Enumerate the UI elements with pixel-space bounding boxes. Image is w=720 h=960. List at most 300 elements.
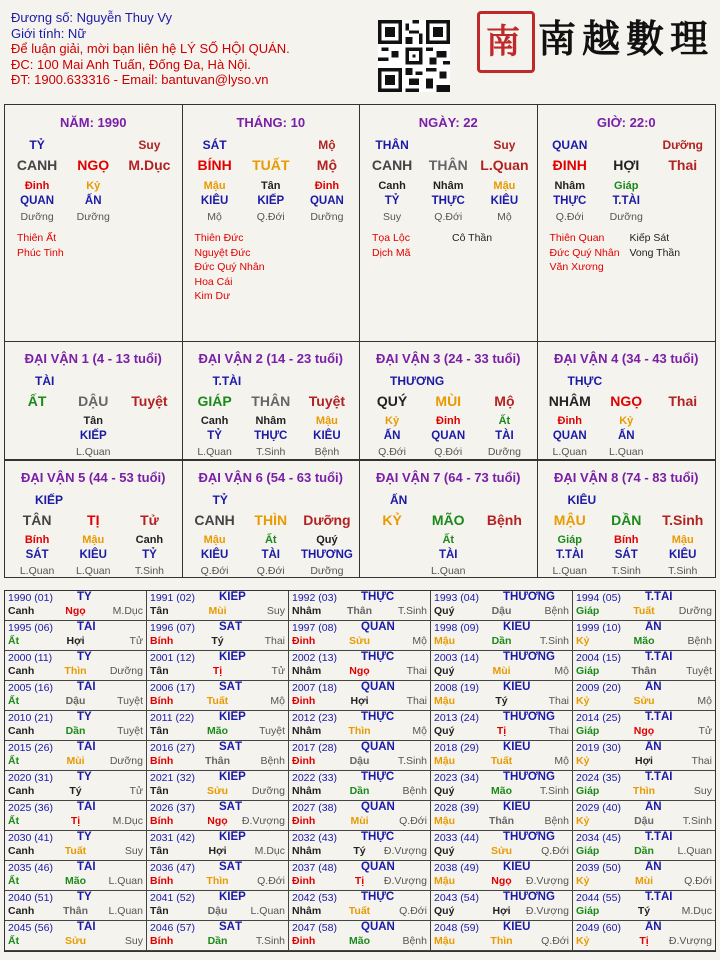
pillar-hidden-stage-cell: Dưỡng (76, 211, 110, 223)
year-branch: Tuất (206, 695, 229, 707)
year-cell[interactable] (289, 591, 431, 621)
year-stem: Tân (150, 605, 169, 617)
year-god: THƯƠNG (503, 591, 555, 603)
dai-van-hidden (187, 415, 356, 427)
year-detail (292, 635, 427, 647)
dai-van-cell[interactable] (183, 342, 361, 459)
year-branch: Hợi (208, 845, 227, 857)
dai-van-stem-branch-cell: Tuyệt (131, 393, 168, 409)
year-cell[interactable] (147, 621, 289, 651)
year-cell[interactable] (289, 621, 431, 651)
year-stage: T.Sinh (682, 815, 712, 827)
year-branch: Dậu (65, 695, 86, 707)
year-cell[interactable] (289, 741, 431, 771)
year-god: SÁT (219, 621, 242, 633)
pillar-hidden-stem (187, 180, 356, 192)
dai-van-stem-branch (9, 393, 178, 409)
dai-van-stem-branch-cell: NHÂM (548, 393, 591, 409)
year-cell[interactable] (147, 741, 289, 771)
year-branch: Hợi (66, 635, 85, 647)
pillar-hidden-stage-cell: Mộ (207, 211, 222, 223)
dai-van-cell[interactable] (538, 342, 716, 459)
year-detail (150, 605, 285, 617)
dai-van-stage-cell: L.Quan (552, 565, 587, 577)
dai-van-hidden-god-cell (9, 430, 65, 442)
year-stem: Mậu (434, 875, 455, 887)
year-branch: Mão (349, 935, 370, 947)
year-cell[interactable] (573, 801, 715, 831)
year-stage: Suy (124, 845, 143, 857)
year-branch: Mão (207, 725, 228, 737)
year-god: THỰC (361, 651, 395, 663)
year-branch: Thìn (64, 665, 87, 677)
year-stem: Canh (8, 605, 35, 617)
year-detail (434, 605, 569, 617)
year-stem: Canh (8, 785, 35, 797)
dai-van-cell[interactable] (5, 461, 183, 577)
pillar-hidden-stem-cell: Tân (260, 180, 281, 192)
year-cell[interactable] (573, 921, 715, 951)
year-cell[interactable] (573, 711, 715, 741)
pillar-hidden-stem-cell: Nhâm (432, 180, 464, 192)
year-cell[interactable] (5, 651, 147, 681)
contact-line: Để luận giải, mời bạn liên hệ LÝ SỐ HỘI QUÁN. (11, 41, 290, 57)
year-cell[interactable] (5, 591, 147, 621)
year-stem: Bính (150, 815, 174, 827)
dai-van-stem-branch-cell: THÌN (254, 512, 288, 528)
year-branch: Thìn (490, 935, 513, 947)
year-cell[interactable] (5, 891, 147, 921)
year-cell[interactable] (147, 801, 289, 831)
year-cell[interactable] (431, 921, 573, 951)
dai-van-cell[interactable] (5, 342, 183, 459)
pillar-hidden-stage-cell: Mộ (497, 211, 512, 223)
dai-van-stage-cell: L.Quan (76, 446, 111, 458)
pillar-star: Nguyệt Đức (194, 246, 251, 259)
year-stage: M.Dục (254, 845, 285, 857)
year-stage: Đ.Vượng (668, 935, 712, 947)
year-branch: Sửu (64, 935, 87, 947)
year-label: 2000 (11) (8, 652, 53, 664)
year-label: 2015 (26) (8, 742, 53, 754)
year-detail (8, 815, 143, 827)
year-cell[interactable] (289, 801, 431, 831)
dai-van-hidden-cell (655, 415, 712, 427)
dai-van-hidden-cell (476, 534, 532, 546)
year-cell[interactable] (431, 651, 573, 681)
pillar-star: Kiếp Sát (629, 232, 670, 244)
year-stage: Tử (129, 785, 143, 797)
year-cell[interactable] (431, 711, 573, 741)
year-stem: Tân (150, 665, 169, 677)
year-cell[interactable] (289, 921, 431, 951)
year-label: 2046 (57) (150, 922, 195, 934)
pillar-stem-branch-cell: BÍNH (197, 157, 232, 173)
year-stem: Kỷ (576, 935, 590, 947)
dai-van-cell[interactable] (183, 461, 361, 577)
year-branch: Dần (491, 635, 512, 647)
year-god: TÀI (77, 861, 96, 873)
year-stem: Nhâm (292, 665, 322, 677)
year-cell[interactable] (5, 831, 147, 861)
year-god: SÁT (219, 801, 242, 813)
year-branch: Hợi (350, 695, 369, 707)
dai-van-hidden-cell: Đinh (557, 415, 582, 427)
pillar-stem-branch (187, 157, 356, 173)
dai-van-hidden-god-cell: KIÊU (669, 549, 697, 561)
year-label: 2022 (33) (292, 772, 337, 784)
year-label: 1991 (02) (150, 592, 195, 604)
year-label: 2014 (25) (576, 712, 621, 724)
dai-van-hidden (542, 415, 712, 427)
year-god: THƯƠNG (503, 891, 555, 903)
year-stage: Mộ (554, 665, 569, 677)
dai-van-hidden-cell: Bính (614, 534, 639, 546)
year-cell[interactable] (431, 591, 573, 621)
year-detail (576, 815, 712, 827)
year-stage: Thai (406, 695, 427, 707)
header (0, 0, 720, 104)
pillar-stars-bad (452, 231, 492, 246)
four-pillars (4, 104, 716, 342)
year-stage: Dưỡng (678, 605, 712, 617)
year-cell[interactable] (5, 711, 147, 741)
dai-van-title: ĐẠI VẬN 6 (54 - 63 tuổi) (198, 470, 343, 485)
year-branch: Mùi (350, 815, 369, 827)
year-stage: Đ.Vượng (525, 875, 569, 887)
year-cell[interactable] (573, 891, 715, 921)
dai-van-row-1 (4, 342, 716, 460)
pillar-god-cell: SÁT (202, 138, 227, 152)
pillar-stars (195, 231, 265, 304)
dai-van-stage-cell (655, 446, 712, 458)
year-cell[interactable] (147, 921, 289, 951)
dai-van-cell[interactable] (538, 461, 716, 577)
dai-van-title: ĐẠI VẬN 5 (44 - 53 tuổi) (21, 470, 166, 485)
year-branch: Tị (639, 935, 649, 947)
year-cell[interactable] (573, 861, 715, 891)
year-detail (292, 845, 427, 857)
year-cell[interactable] (431, 861, 573, 891)
year-cell[interactable] (573, 651, 715, 681)
dai-van-stem-branch-cell: MÃO (431, 512, 465, 528)
dai-van-hidden-cell: Ất (442, 534, 455, 546)
year-cell[interactable] (147, 711, 289, 741)
year-stage: M.Dục (681, 905, 712, 917)
year-god: KIẾP (219, 831, 246, 843)
year-stem: Quý (434, 605, 455, 617)
dai-van-hidden-cell: Mậu (82, 534, 105, 546)
pillar-stem-branch-cell: L.Quan (480, 157, 529, 173)
year-cell[interactable] (431, 801, 573, 831)
pillar-god-cell: Suy (493, 138, 516, 152)
pillar-hidden-stem-cell: Canh (378, 180, 406, 192)
dai-van-stage-cell: Q.Đới (256, 565, 285, 577)
dai-van-hidden (364, 415, 533, 427)
year-branch: Thìn (632, 785, 656, 797)
pillar-hidden-stem-cell: Mậu (493, 180, 516, 192)
dai-van-stem-branch-cell: Mộ (494, 393, 515, 409)
dai-van-stage-cell (476, 565, 532, 577)
year-branch: Mùi (634, 875, 654, 887)
dai-van-hidden-god-cell: TÀI (261, 549, 280, 561)
year-branch: Thân (62, 905, 89, 917)
year-branch: Tuất (633, 605, 655, 617)
year-label: 2023 (34) (434, 772, 479, 784)
year-cell[interactable] (147, 891, 289, 921)
owner-name: Đương số: Nguyễn Thuy Vy (11, 10, 173, 25)
year-stage: Suy (124, 935, 143, 947)
year-god: ẤN (645, 861, 662, 873)
year-stage: Bệnh (402, 785, 427, 797)
pillar-god-cell: QUAN (552, 138, 588, 152)
year-stem: Đinh (292, 635, 316, 647)
year-god: KIẾP (219, 591, 246, 603)
year-branch: Mão (491, 785, 512, 797)
dai-van-hidden-god (542, 549, 712, 561)
year-branch: Tị (70, 815, 81, 827)
year-detail (292, 905, 427, 917)
year-god: THỰC (361, 591, 395, 603)
year-cell[interactable] (431, 621, 573, 651)
year-branch: Dậu (634, 815, 654, 827)
pillar-hidden-stage-cell (655, 211, 712, 223)
year-label: 1997 (08) (292, 622, 337, 634)
year-stage: Bệnh (260, 755, 285, 767)
year-cell[interactable] (573, 591, 715, 621)
year-cell[interactable] (289, 891, 431, 921)
year-cell[interactable] (147, 591, 289, 621)
year-cell[interactable] (147, 681, 289, 711)
dai-van-hidden-god-cell: KIẾP (79, 430, 107, 442)
pillar-stars (17, 231, 64, 260)
year-detail (150, 695, 285, 707)
year-branch: Mùi (208, 605, 227, 617)
year-stem: Tân (150, 725, 169, 737)
year-cell[interactable] (147, 831, 289, 861)
year-cell[interactable] (5, 771, 147, 801)
year-branch: Sửu (348, 635, 371, 647)
year-label: 2031 (42) (150, 832, 195, 844)
qr-code-icon[interactable] (378, 20, 450, 92)
year-cell[interactable] (573, 621, 715, 651)
year-cell[interactable] (5, 801, 147, 831)
year-god: THỰC (361, 771, 395, 783)
year-stage: Đ.Vượng (383, 875, 427, 887)
year-stem: Bính (150, 875, 174, 887)
year-label: 2020 (31) (8, 772, 53, 784)
pillar-hidden-stem-cell: Mậu (203, 180, 226, 192)
dai-van-hidden-god-cell: SÁT (25, 549, 49, 561)
year-detail (576, 665, 712, 677)
year-label: 2037 (48) (292, 862, 337, 874)
year-label: 2045 (56) (8, 922, 53, 934)
dai-van-cell[interactable] (360, 342, 538, 459)
dai-van-stem-branch (542, 393, 712, 409)
year-label: 1998 (09) (434, 622, 479, 634)
dai-van-stage-cell: L.Quan (431, 565, 466, 577)
year-stem: Nhâm (292, 605, 322, 617)
dai-van-title: ĐẠI VẬN 2 (14 - 23 tuổi) (198, 351, 343, 366)
year-detail (576, 755, 712, 767)
year-cell[interactable] (5, 681, 147, 711)
pillar-god-cell (65, 138, 121, 152)
year-detail (150, 725, 285, 737)
pillar-hidden-stage-cell: Dưỡng (310, 211, 344, 223)
dai-van-hidden-cell: Mậu (203, 534, 226, 546)
year-cell[interactable] (147, 771, 289, 801)
dai-van-hidden-god-cell: THỰC (254, 430, 288, 442)
year-branch: Thân (631, 665, 657, 677)
pillar-title: NĂM: 1990 (60, 115, 127, 130)
year-stem: Đinh (292, 875, 316, 887)
year-stem: Đinh (292, 755, 316, 767)
year-stem: Ất (8, 875, 20, 887)
pillar-stem-branch-cell: ĐINH (552, 157, 587, 173)
year-cell[interactable] (431, 831, 573, 861)
year-branch: Hợi (492, 905, 511, 917)
year-branch: Thân (488, 815, 515, 827)
seal-logo (477, 11, 535, 73)
year-label: 2038 (49) (434, 862, 479, 874)
year-detail (8, 785, 143, 797)
year-stem: Đinh (292, 695, 316, 707)
year-god: TÀI (77, 621, 96, 633)
year-god: KIẾP (219, 771, 246, 783)
year-cell[interactable] (289, 831, 431, 861)
year-stage: L.Quan (250, 905, 285, 917)
year-cell[interactable] (431, 741, 573, 771)
year-god: ẤN (645, 741, 662, 753)
year-stem: Giáp (576, 845, 600, 857)
year-branch: Tị (354, 875, 365, 887)
year-detail (150, 785, 285, 797)
dai-van-stem-branch (364, 393, 533, 409)
year-stage: Q.Đới (399, 815, 427, 827)
year-detail (434, 935, 569, 947)
dai-van-stem-branch-cell: Dưỡng (303, 512, 351, 528)
year-branch: Dậu (207, 905, 228, 917)
year-cell[interactable] (147, 651, 289, 681)
year-label: 2041 (52) (150, 892, 195, 904)
year-cell[interactable] (289, 681, 431, 711)
year-cell[interactable] (289, 711, 431, 741)
dai-van-hidden-god (187, 549, 356, 561)
dai-van-stage-cell: T.Sinh (611, 565, 641, 577)
year-detail (8, 905, 143, 917)
year-cell[interactable] (147, 861, 289, 891)
year-cell[interactable] (573, 771, 715, 801)
year-stem: Nhâm (292, 725, 322, 737)
pillar-hidden-stem-cell: Giáp (614, 180, 639, 192)
year-branch: Ngọ (349, 665, 370, 677)
year-cell[interactable] (289, 771, 431, 801)
dai-van-stage-cell: Q.Đới (200, 565, 229, 577)
year-cell[interactable] (5, 621, 147, 651)
year-label: 2049 (60) (576, 922, 621, 934)
pillar-hidden-stage (364, 211, 533, 223)
year-stage: Q.Đới (541, 935, 569, 947)
pillar-column (183, 105, 361, 341)
dai-van-hidden-cell: Mậu (315, 415, 338, 427)
pillar-stars (550, 231, 620, 275)
dai-van-hidden-god-cell: TỶ (207, 430, 222, 442)
year-label: 2044 (55) (576, 892, 621, 904)
pillar-star: Vong Thần (629, 246, 681, 259)
year-god: THƯƠNG (503, 771, 555, 783)
year-cell[interactable] (289, 651, 431, 681)
year-label: 2013 (24) (434, 712, 479, 724)
year-cell[interactable] (431, 771, 573, 801)
dai-van-hidden-god-cell: QUAN (431, 430, 466, 442)
year-god: KIÊU (503, 681, 531, 693)
year-stem: Bính (150, 695, 174, 707)
dai-van-hidden-cell: Mậu (671, 534, 694, 546)
year-detail (150, 755, 285, 767)
dai-van-stage-cell: L.Quan (19, 565, 55, 577)
year-cell[interactable] (5, 741, 147, 771)
year-stem: Nhâm (292, 785, 322, 797)
year-label: 2040 (51) (8, 892, 53, 904)
dai-van-stage (187, 565, 356, 577)
pillar-stem-branch-cell: NGỌ (77, 157, 110, 173)
year-detail (576, 905, 712, 917)
dai-van-stem-branch (187, 512, 356, 528)
dai-van-god: THƯƠNG (390, 374, 445, 388)
pillar-star: Cô Thần (452, 232, 493, 244)
pillar-hidden-stage (187, 211, 356, 223)
dai-van-hidden (187, 534, 356, 546)
year-detail (576, 635, 712, 647)
pillar-god (542, 138, 712, 152)
pillar-hidden-god-cell (655, 195, 712, 207)
year-label: 2026 (37) (150, 802, 195, 814)
year-cell[interactable] (431, 891, 573, 921)
dai-van-hidden-cell: Kỷ (619, 415, 634, 427)
dai-van-stage-cell: T.Sinh (668, 565, 698, 577)
year-cell[interactable] (289, 861, 431, 891)
year-label: 2021 (32) (150, 772, 195, 784)
year-cell[interactable] (431, 681, 573, 711)
year-cell[interactable] (5, 921, 147, 951)
pillar-hidden-stem (364, 180, 533, 192)
pillar-stem-branch-cell: THÂN (428, 157, 468, 173)
dai-van-cell[interactable] (360, 461, 538, 577)
year-cell[interactable] (573, 741, 715, 771)
year-branch: Tý (69, 785, 82, 797)
year-branch: Tý (353, 845, 366, 857)
year-detail (434, 815, 569, 827)
dai-van-stem-branch (9, 512, 178, 528)
year-label: 2001 (12) (150, 652, 195, 664)
year-cell[interactable] (573, 831, 715, 861)
year-god: ẤN (645, 801, 662, 813)
phone-line: ĐT: 1900.633316 - Email: bantuvan@lyso.vn (11, 72, 269, 88)
year-cell[interactable] (5, 861, 147, 891)
pillar-god (364, 138, 533, 152)
year-stage: T.Sinh (255, 935, 285, 947)
dai-van-hidden-god-cell: ẤN (617, 430, 635, 442)
year-god: T.TÀI (645, 831, 673, 843)
pillar-star: Phúc Tinh (17, 246, 64, 259)
year-detail (434, 725, 569, 737)
year-stem: Ất (8, 755, 20, 767)
year-stem: Đinh (292, 935, 316, 947)
year-label: 2028 (39) (434, 802, 479, 814)
year-god: TỶ (77, 651, 92, 663)
year-branch: Tuất (490, 755, 513, 767)
year-cell[interactable] (573, 681, 715, 711)
